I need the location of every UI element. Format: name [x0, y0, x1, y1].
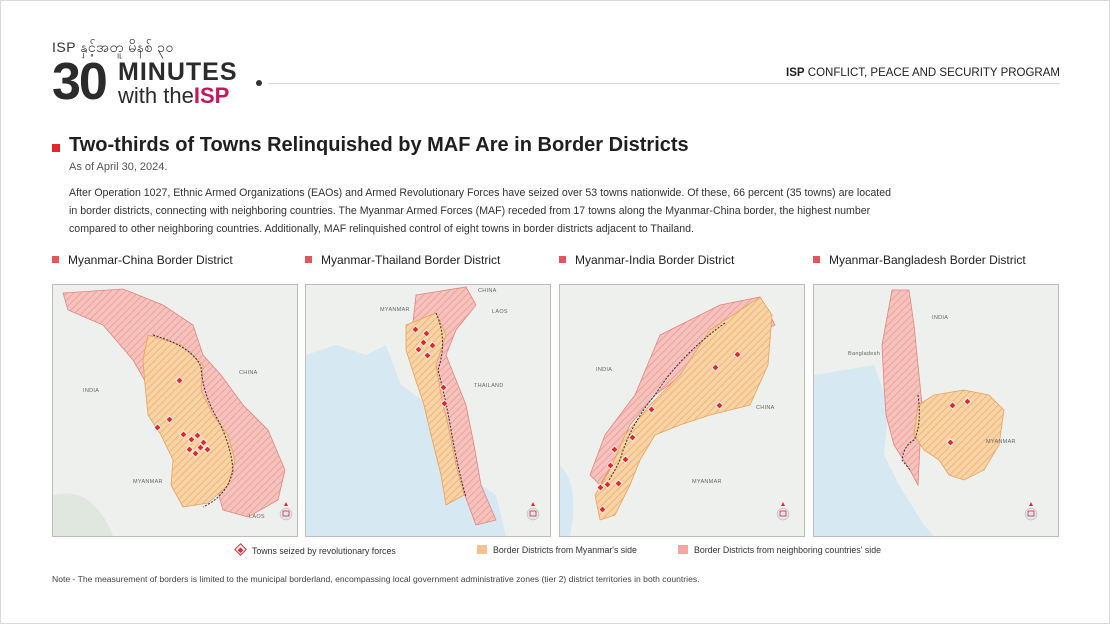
panel-bullet — [305, 256, 312, 263]
program-rest: CONFLICT, PEACE AND SECURITY PROGRAM — [807, 67, 1060, 79]
logo-number: 30 — [52, 53, 106, 111]
legend-swatch-pink — [678, 545, 688, 554]
as-of-date: As of April 30, 2024. — [69, 161, 168, 173]
map-china-border — [52, 284, 298, 537]
map-thailand-border — [305, 284, 551, 537]
program-name — [786, 67, 1060, 79]
panel-title-india — [559, 253, 734, 267]
map-label: CHINA — [756, 405, 775, 411]
map-bangladesh-border — [813, 284, 1059, 537]
logo-burmese-text: ISP နှင့်အတူ မိနစ် ၃၀ — [52, 39, 174, 55]
map-label: MYANMAR — [692, 479, 722, 485]
map-india-border — [559, 284, 805, 537]
legend-towns-label: Towns seized by revolutionary forces — [252, 546, 396, 556]
compass-icon — [524, 501, 542, 523]
legend-myanmar-side — [477, 545, 637, 555]
panel-title-thailand — [305, 253, 500, 267]
panel-title-bangladesh — [813, 253, 1026, 267]
logo-minutes: MINUTES — [118, 58, 238, 86]
map-bangladesh-svg — [814, 285, 1058, 536]
panel-title-text: Myanmar-India Border District — [575, 253, 735, 267]
map-label: MYANMAR — [380, 307, 410, 313]
description: After Operation 1027, Ethnic Armed Organizations (EAOs) and Armed Revolutionary Forces have seized over 53 towns nationwide. Of these, 66 percent (35 towns) are located in border districts, connecting with neighboring countries. The Myanmar Armed Forces (MAF) receded from 17 towns along the Myanmar-China border, the highest number compared to other neighboring countries. Additionally, MAF relinquished control of eight towns in border districts adjacent to Thailand. — [69, 187, 892, 235]
compass-icon — [774, 501, 792, 523]
panel-bullet — [52, 256, 59, 263]
panel-title-text: Myanmar-China Border District — [68, 253, 233, 267]
panel-title-text: Myanmar-Thailand Border District — [321, 253, 501, 267]
map-label: THAILAND — [474, 383, 504, 389]
map-label: CHINA — [239, 370, 258, 376]
logo-isp-text: ISP — [193, 83, 230, 108]
logo-with-text: with the — [118, 83, 194, 108]
map-label: Bangladesh — [848, 351, 881, 357]
town-marker-icon — [234, 543, 247, 556]
map-label: INDIA — [83, 388, 100, 394]
isp-logo — [52, 38, 238, 111]
map-label: MYANMAR — [133, 479, 163, 485]
panel-bullet — [813, 256, 820, 263]
legend-neighbor-side — [678, 545, 881, 555]
legend-swatch-orange — [477, 545, 487, 554]
map-label: LAOS — [249, 514, 265, 520]
compass-icon — [277, 501, 295, 523]
panel-title-china — [52, 253, 233, 267]
legend-neighbor-label: Border Districts from neighboring countries' side — [694, 545, 881, 555]
map-label: MYANMAR — [986, 439, 1016, 445]
map-china-svg — [53, 285, 297, 536]
program-bold: ISP — [786, 67, 805, 79]
header-divider — [268, 83, 1060, 84]
compass-icon — [1022, 501, 1040, 523]
panel-bullet — [559, 256, 566, 263]
map-label: CHINA — [478, 288, 497, 294]
title-bullet — [52, 144, 60, 152]
footnote: Note - The measurement of borders is limited to the municipal borderland, encompassing local government administrative zones (tier 2) district territories in both countries. — [52, 574, 700, 584]
map-label: INDIA — [932, 315, 949, 321]
map-label: INDIA — [596, 367, 613, 373]
legend-myanmar-label: Border Districts from Myanmar's side — [493, 545, 637, 555]
logo-with-the — [118, 85, 229, 107]
logo-dot — [256, 80, 262, 86]
panel-title-text: Myanmar-Bangladesh Border District — [829, 253, 1026, 267]
legend-towns — [236, 545, 396, 556]
map-thailand-svg — [306, 285, 550, 536]
map-label: LAOS — [492, 309, 508, 315]
page-title: Two-thirds of Towns Relinquished by MAF Are in Border Districts — [69, 134, 689, 156]
